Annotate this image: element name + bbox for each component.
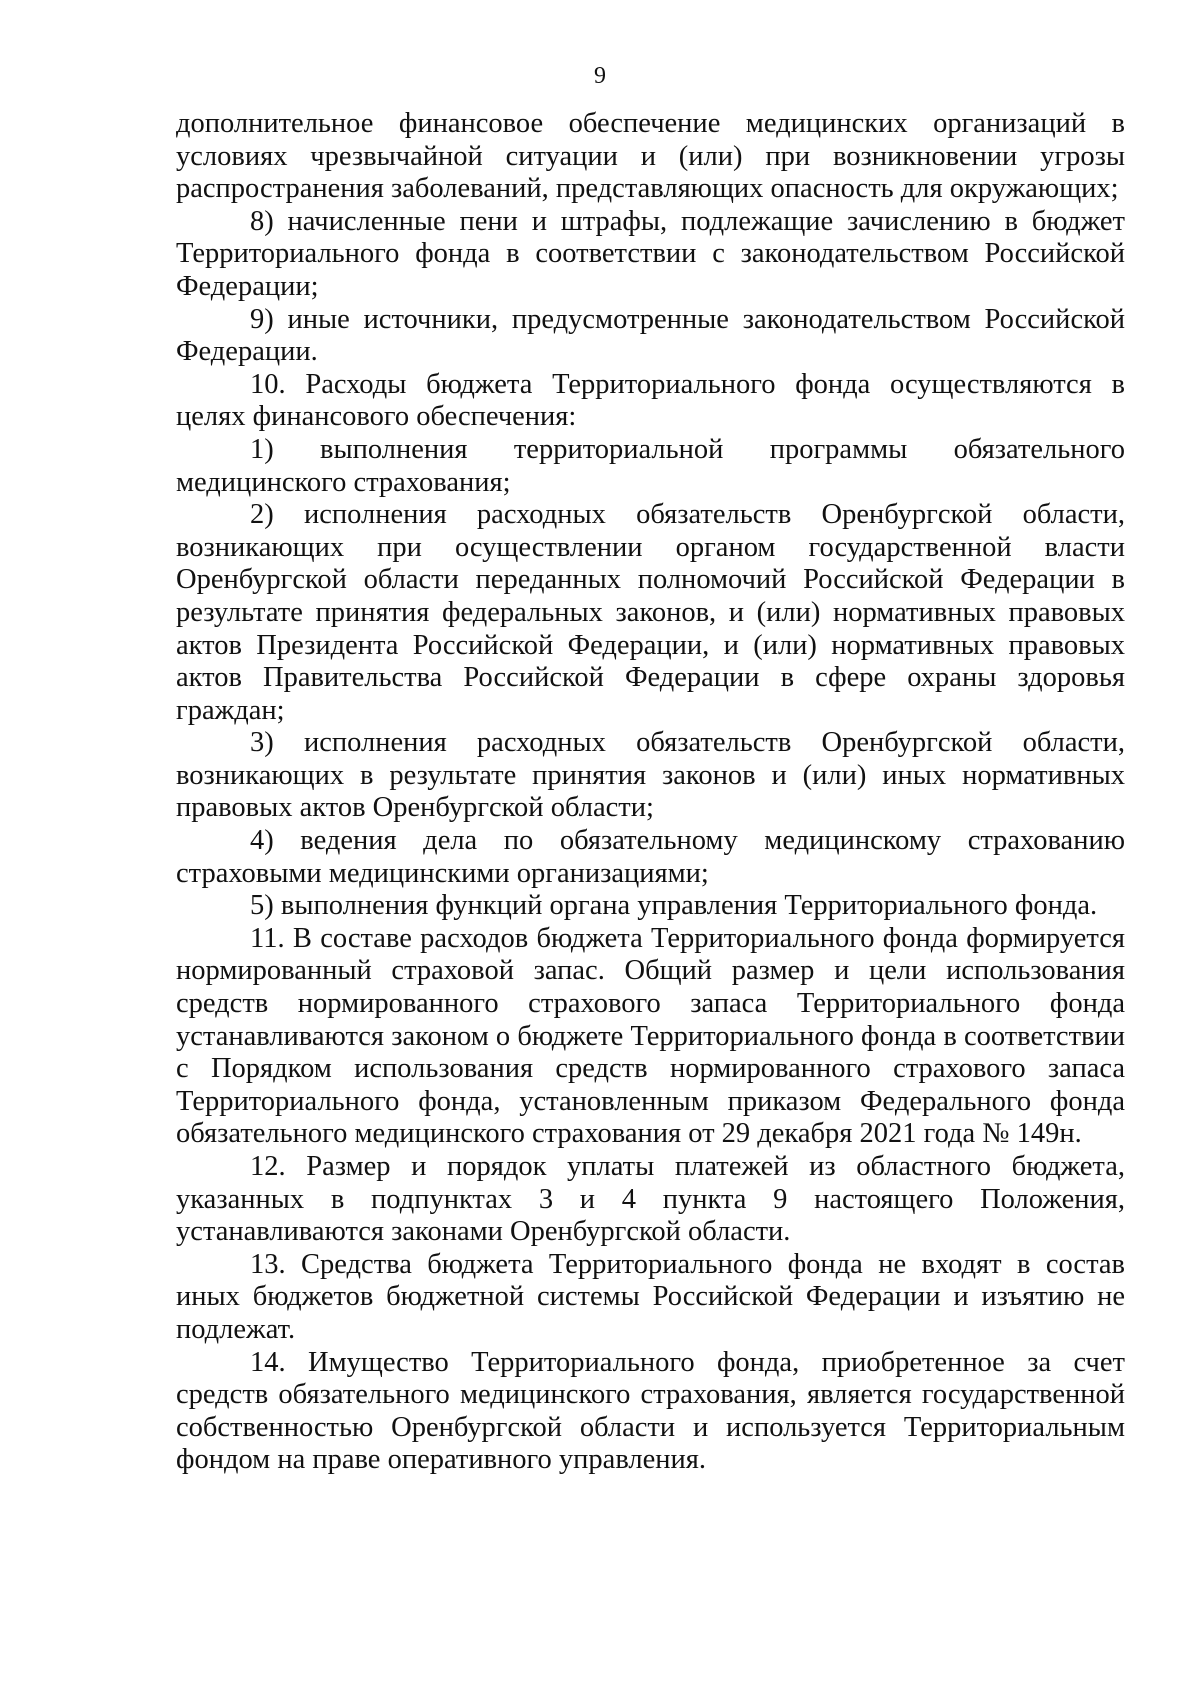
paragraph-clause-14: 14. Имущество Территориального фонда, приобретенное за счет средств обязательного медицинского страхования, является государственной собственностью Оренбургской области и используется Территориальным фондом на праве оперативного управления.	[176, 1346, 1125, 1476]
paragraph-clause-12: 12. Размер и порядок уплаты платежей из областного бюджета, указанных в подпунктах 3 и 4 пункта 9 настоящего Положения, устанавливаются законами Оренбургской области.	[176, 1151, 1125, 1248]
paragraph-clause-11: 11. В составе расходов бюджета Территориального фонда формируется нормированный страховой запас. Общий размер и цели использования средств нормированного страхового запаса Территориального фонда устанавливаются законом о бюджете Территориального фонда в соответствии с Порядком использования средств нормированного страхового запаса Территориального фонда, установленным приказом Федерального фонда обязательного медицинского страхования от 29 декабря 2021 года № 149н.	[176, 922, 1125, 1150]
paragraph-subitem-1: 1) выполнения территориальной программы обязательного медицинского страхования;	[176, 433, 1125, 498]
document-body	[176, 108, 1125, 1477]
paragraph-continuation: дополнительное финансовое обеспечение медицинских организаций в условиях чрезвычайной ситуации и (или) при возникновении угрозы распространения заболеваний, представляющих опасность для окружающих;	[176, 108, 1125, 205]
paragraph-item-9: 9) иные источники, предусмотренные законодательством Российской Федерации.	[176, 303, 1125, 368]
page-number: 9	[594, 63, 606, 89]
paragraph-subitem-2: 2) исполнения расходных обязательств Оренбургской области, возникающих при осуществлении органом государственной власти Оренбургской области переданных полномочий Российской Федерации в результате принятия федеральных законов, и (или) нормативных правовых актов Президента Российской Федерации, и (или) нормативных правовых актов Правительства Российской Федерации в сфере охраны здоровья граждан;	[176, 499, 1125, 726]
paragraph-subitem-4: 4) ведения дела по обязательному медицинскому страхованию страховыми медицинскими организациями;	[176, 825, 1125, 889]
paragraph-clause-10: 10. Расходы бюджета Территориального фонда осуществляются в целях финансового обеспечения:	[176, 368, 1125, 433]
paragraph-clause-13: 13. Средства бюджета Территориального фонда не входят в состав иных бюджетов бюджетной системы Российской Федерации и изъятию не подлежат.	[176, 1248, 1125, 1345]
paragraph-subitem-5: 5) выполнения функций органа управления Территориального фонда.	[250, 890, 1098, 922]
paragraph-subitem-3: 3) исполнения расходных обязательств Оренбургской области, возникающих в результате принятия законов и (или) иных нормативных правовых актов Оренбургской области;	[176, 727, 1125, 824]
paragraph-item-8: 8) начисленные пени и штрафы, подлежащие зачислению в бюджет Территориального фонда в соответствии с законодательством Российской Федерации;	[176, 205, 1125, 302]
